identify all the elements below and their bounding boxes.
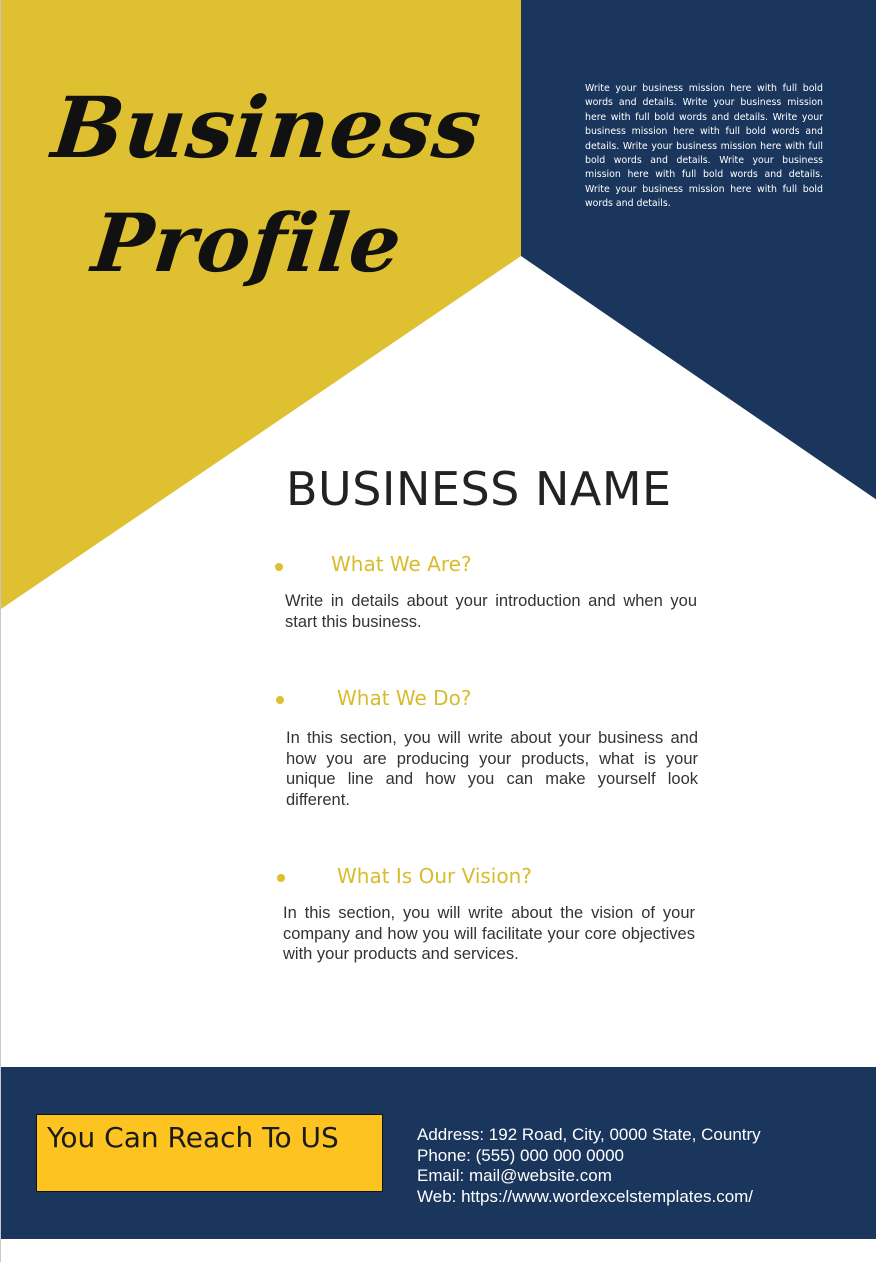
- bullet-icon: [275, 563, 283, 571]
- section-heading-vision: What Is Our Vision?: [337, 864, 532, 888]
- bullet-icon: [277, 874, 285, 882]
- section-heading-what-we-do: What We Do?: [337, 686, 472, 710]
- mission-text: Write your business mission here with full bold words and details. Write your business mission here with full bold words and details. Write your business mission here with full bold words and details. Write your business mission here with full bold words and details. Write your business mission here with full bold words and details. Write your business mission here with full bold words and details.: [585, 83, 823, 210]
- reach-us-box: [36, 1114, 383, 1192]
- navy-panel: [521, 0, 876, 500]
- reach-us-label: You Can Reach To US: [47, 1121, 339, 1154]
- section-heading-what-we-are: What We Are?: [331, 552, 472, 576]
- business-name-heading: BUSINESS NAME: [286, 462, 672, 516]
- contact-web-link[interactable]: Web: https://www.wordexcelstemplates.com/: [417, 1186, 754, 1206]
- contact-details: [417, 1125, 761, 1207]
- section-body-what-we-do: In this section, you will write about your business and how you are producing your products, what is your unique line and how you can make yourself look different.: [286, 729, 698, 809]
- cover-title-line2: Profile: [88, 196, 407, 290]
- contact-email[interactable]: Email: mail@website.com: [417, 1166, 612, 1186]
- contact-phone: Phone: (555) 000 000 0000: [417, 1145, 625, 1165]
- cover-title-line1: Business: [47, 78, 487, 177]
- bullet-icon: [276, 696, 284, 704]
- section-body-vision: In this section, you will write about the vision of your company and how you will facilitate your core objectives with your products and services.: [283, 904, 695, 963]
- section-body-what-we-are: Write in details about your introduction and when you start this business.: [285, 592, 697, 631]
- contact-address: Address: 192 Road, City, 0000 State, Country: [417, 1125, 761, 1144]
